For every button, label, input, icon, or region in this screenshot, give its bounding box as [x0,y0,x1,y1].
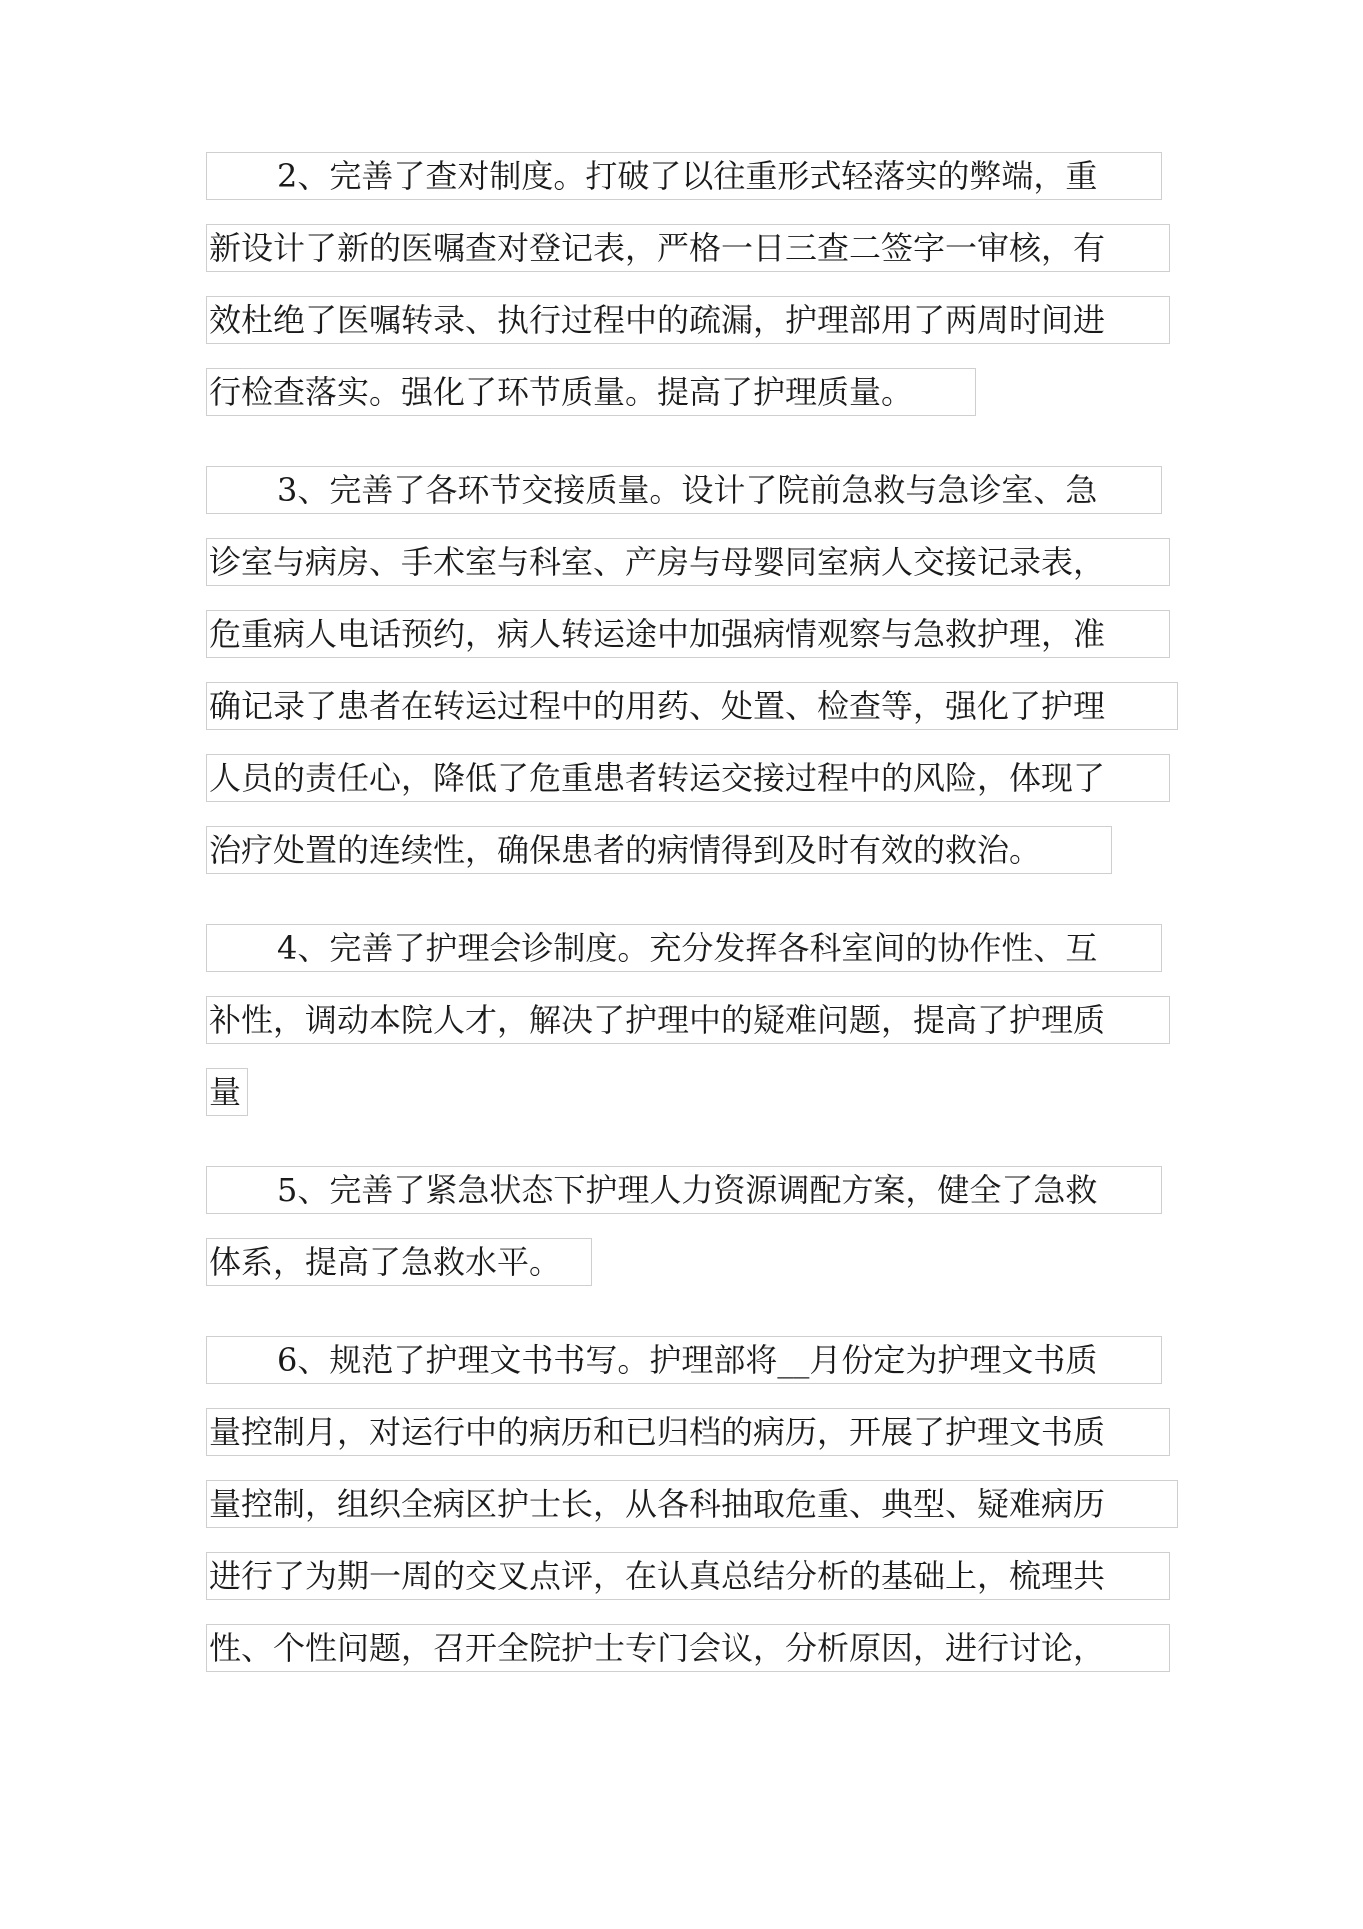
paragraph-5-line-1: 5、完善了紧急状态下护理人力资源调配方案，健全了急救 [206,1166,1162,1214]
paragraph-3-line-2: 诊室与病房、手术室与科室、产房与母婴同室病人交接记录表， [206,538,1170,586]
paragraph-3-line-6: 治疗处置的连续性，确保患者的病情得到及时有效的救治。 [206,826,1112,874]
paragraph-3-line-4: 确记录了患者在转运过程中的用药、处置、检查等，强化了护理 [206,682,1178,730]
paragraph-4-line-3: 量 [206,1068,248,1116]
paragraph-3-line-3: 危重病人电话预约，病人转运途中加强病情观察与急救护理，准 [206,610,1170,658]
paragraph-3-line-1: 3、完善了各环节交接质量。设计了院前急救与急诊室、急 [206,466,1162,514]
paragraph-6-line-4: 进行了为期一周的交叉点评，在认真总结分析的基础上，梳理共 [206,1552,1170,1600]
paragraph-4-line-2: 补性，调动本院人才，解决了护理中的疑难问题，提高了护理质 [206,996,1170,1044]
paragraph-2-line-3: 效杜绝了医嘱转录、执行过程中的疏漏，护理部用了两周时间进 [206,296,1170,344]
paragraph-6-line-5: 性、个性问题，召开全院护士专门会议，分析原因，进行讨论， [206,1624,1170,1672]
paragraph-6-line-2: 量控制月，对运行中的病历和已归档的病历，开展了护理文书质 [206,1408,1170,1456]
paragraph-6-line-3: 量控制，组织全病区护士长，从各科抽取危重、典型、疑难病历 [206,1480,1178,1528]
paragraph-6-line-1: 6、规范了护理文书书写。护理部将__月份定为护理文书质 [206,1336,1162,1384]
paragraph-2-line-1: 2、完善了查对制度。打破了以往重形式轻落实的弊端，重 [206,152,1162,200]
paragraph-4-line-1: 4、完善了护理会诊制度。充分发挥各科室间的协作性、互 [206,924,1162,972]
paragraph-5-line-2: 体系，提高了急救水平。 [206,1238,592,1286]
paragraph-2-line-4: 行检查落实。强化了环节质量。提高了护理质量。 [206,368,976,416]
paragraph-2-line-2: 新设计了新的医嘱查对登记表，严格一日三查二签字一审核，有 [206,224,1170,272]
paragraph-3-line-5: 人员的责任心，降低了危重患者转运交接过程中的风险，体现了 [206,754,1170,802]
